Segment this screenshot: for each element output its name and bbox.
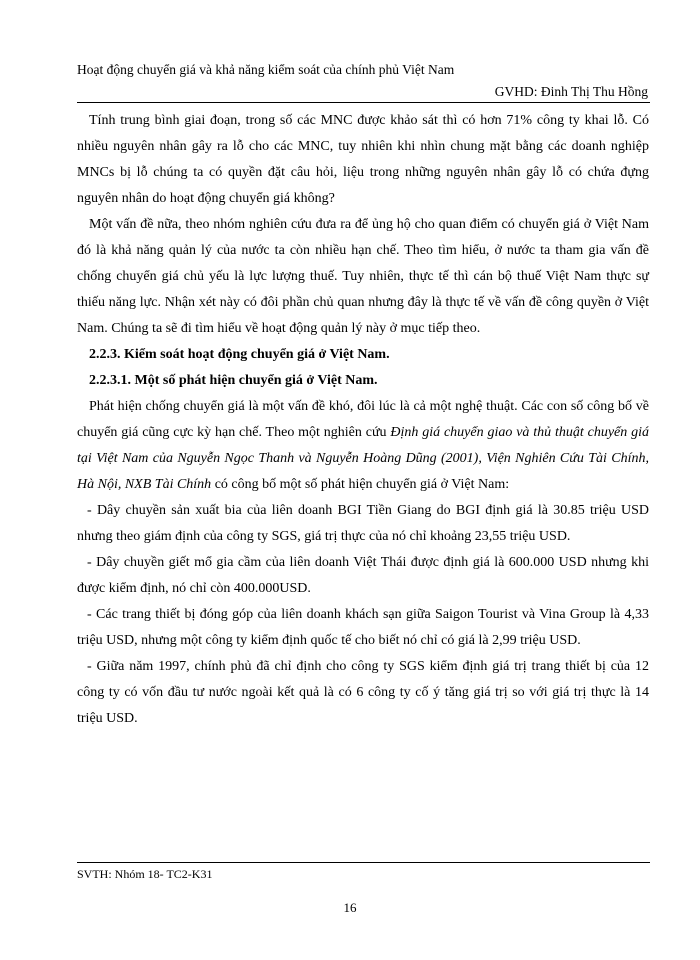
footer-author: SVTH: Nhóm 18- TC2-K31 bbox=[77, 867, 213, 881]
bullet-item: - Giữa năm 1997, chính phủ đã chỉ định cho công ty SGS kiểm định giá trị trang thiết bị của 12 công ty có vốn đầu tư nước ngoài kết quả là có 6 công ty cố ý tăng giá trị so với giá trị thực là 14 triệu USD. bbox=[77, 659, 649, 726]
bullet-item: - Dây chuyền sản xuất bia của liên doanh BGI Tiền Giang do BGI định giá là 30.85 triệu USD nhưng theo giám định của công ty SGS, giá trị thực của nó chỉ khoảng 23,55 triệu USD. bbox=[77, 503, 649, 544]
bullet-item: - Các trang thiết bị đóng góp của liên doanh khách sạn giữa Saigon Tourist và Vina Group là 4,33 triệu USD, nhưng một công ty kiểm định quốc tế cho biết nó chỉ có giá là 2,99 triệu USD. bbox=[77, 607, 649, 648]
bullet-item: - Dây chuyền giết mổ gia cầm của liên doanh Việt Thái được định giá là 600.000 USD nhưng khi được kiểm định, nó chỉ còn 400.000USD. bbox=[77, 555, 649, 596]
document-body bbox=[77, 108, 649, 732]
paragraph-management-capacity: Một vấn đề nữa, theo nhóm nghiên cứu đưa ra để ủng hộ cho quan điểm có chuyển giá ở Việt Nam đó là khả năng quản lý của nước ta còn nhiều hạn chế. Theo tìm hiểu, ở nước ta tham gia vấn đề chống chuyển giá chủ yếu là lực lượng thuế. Tuy nhiên, thực tế thì cán bộ thuế Việt Nam thực sự thiếu năng lực. Nhận xét này có đôi phần chủ quan nhưng đây là thực tế về vấn đề công quyền ở Việt Nam. Chúng ta sẽ đi tìm hiểu về hoạt động quản lý này ở mục tiếp theo. bbox=[77, 217, 649, 336]
header-supervisor: GVHD: Đinh Thị Thu Hồng bbox=[494, 84, 648, 99]
page-number: 16 bbox=[343, 900, 357, 915]
findings-outro: có công bố một số phát hiện chuyển giá ở Việt Nam: bbox=[211, 477, 510, 492]
header-title: Hoạt động chuyển giá và khả năng kiểm soát của chính phủ Việt Nam bbox=[77, 62, 455, 77]
paragraph-loss-rate: Tính trung bình giai đoạn, trong số các MNC được khảo sát thì có hơn 71% công ty khai lỗ. Có nhiều nguyên nhân gây ra lỗ cho các MNC, tuy nhiên khi nhìn chung mặt bằng các doanh nghiệp MNCs bị lỗ chúng ta có quyền đặt câu hỏi, liệu trong những nguyên nhân gây lỗ có chứa đựng nguyên nhân do hoạt động chuyển giá không? bbox=[77, 113, 649, 206]
findings-intro: Phát hiện chống chuyển giá là một vấn đề khó, đôi lúc là cả một nghệ thuật. Các con số công bố về chuyển giá cũng cực kỳ hạn chế. Theo một nghiên cứu bbox=[77, 399, 649, 440]
subsection-heading: 2.2.3.1. Một số phát hiện chuyển giá ở Việt Nam. bbox=[89, 373, 378, 388]
header-divider bbox=[77, 102, 650, 103]
citation-reference: Định giá chuyển giao và thủ thuật chuyển giá tại Việt Nam của Nguyễn Ngọc Thanh và Nguyễn Hoàng Dũng (2001), Viện Nghiên Cứu Tài Chính, Hà Nội, NXB Tài Chính bbox=[77, 425, 649, 492]
paragraph-findings bbox=[77, 394, 649, 498]
section-heading: 2.2.3. Kiểm soát hoạt động chuyển giá ở Việt Nam. bbox=[89, 347, 390, 362]
footer-divider bbox=[77, 862, 650, 863]
